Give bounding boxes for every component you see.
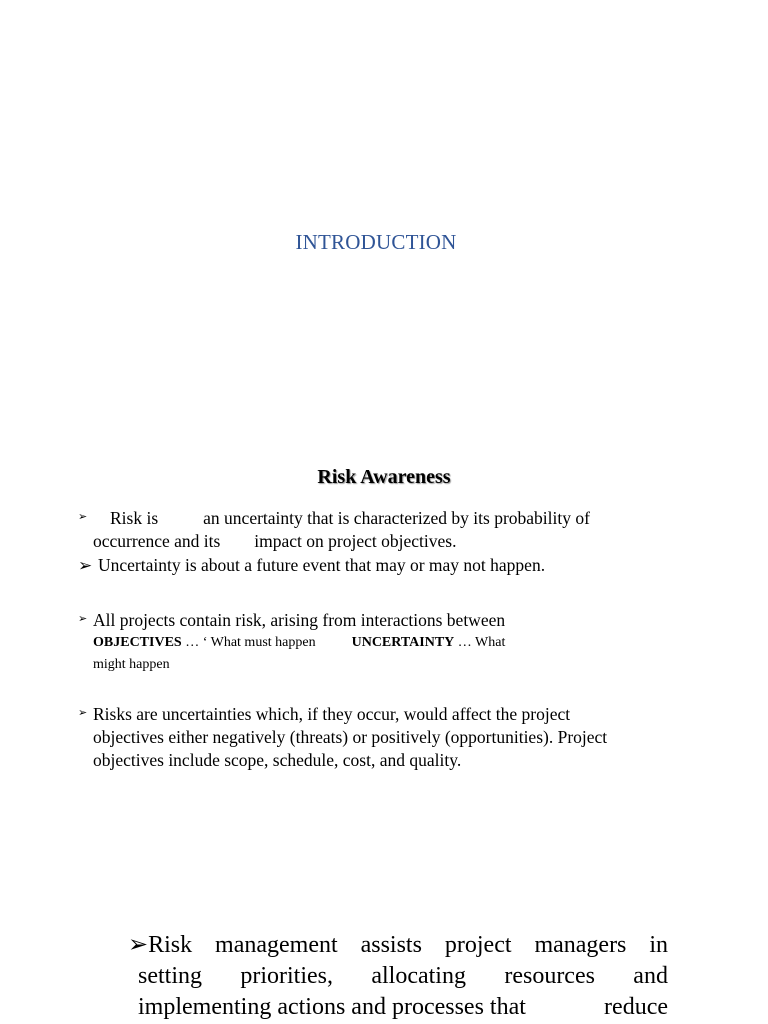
paragraph-word: project	[444, 932, 512, 958]
bullet-text: impact on project objectives.	[254, 531, 457, 551]
paragraph-word: management	[215, 932, 338, 958]
bullet-text: objectives include scope, schedule, cost, and quality.	[93, 750, 462, 770]
paragraph-word: managers	[534, 932, 627, 958]
section-title: Risk Awareness	[317, 466, 451, 488]
paragraph-word: setting	[138, 963, 202, 989]
paragraph-word: reduce	[604, 994, 668, 1020]
paragraph-word: allocating	[371, 963, 466, 989]
bullet-text-line	[93, 530, 456, 553]
paragraph-word-group	[128, 930, 192, 961]
bullet-uncertainty	[78, 554, 678, 577]
page-heading: INTRODUCTION	[295, 230, 457, 254]
bullet-arrow-icon: ➢	[78, 613, 88, 625]
bullet-text: All projects contain risk, arising from interactions between	[93, 610, 506, 630]
objectives-label: OBJECTIVES	[93, 635, 182, 650]
bullet-arrow-icon: ➢	[78, 511, 88, 523]
bullet-risks-uncertainties	[78, 703, 678, 772]
paragraph-word: resources	[504, 963, 595, 989]
uncertainty-label: UNCERTAINTY	[351, 635, 455, 650]
bullet-risk-definition	[78, 507, 678, 553]
paragraph-line	[128, 961, 668, 992]
bullet-projects-risk	[78, 609, 678, 679]
paragraph-line	[128, 930, 668, 961]
paragraph-word: and	[633, 963, 668, 989]
bullet-text: Risk is	[110, 508, 159, 528]
bullet-text: Risks are uncertainties which, if they occur, would affect the project	[93, 704, 571, 724]
paragraph-word: in	[649, 932, 668, 958]
bullet-text: an uncertainty that is characterized by its probability of	[203, 508, 590, 528]
objectives-uncertainty-line	[93, 632, 505, 654]
bullet-arrow-icon: ➢	[78, 556, 93, 575]
bullet-text: might happen	[93, 657, 170, 672]
objectives-text: … ‘ What must happen	[181, 635, 316, 650]
paragraph-word: assists	[360, 932, 422, 958]
paragraph-word: Risk	[148, 932, 193, 958]
paragraph-word: implementing actions and processes that	[138, 994, 526, 1020]
paragraph-word: priorities,	[240, 963, 333, 989]
bullet-text: occurrence and its	[93, 531, 221, 551]
bullet-arrow-icon: ➢	[128, 932, 149, 958]
risk-management-paragraph	[128, 930, 668, 1023]
bullet-text-line	[93, 507, 590, 530]
bullet-text: Uncertainty is about a future event that may or may not happen.	[98, 555, 546, 575]
paragraph-line	[128, 992, 668, 1023]
bullet-arrow-icon: ➢	[78, 707, 88, 719]
uncertainty-text: … What	[454, 635, 506, 650]
bullet-text: objectives either negatively (threats) or positively (opportunities). Project	[93, 727, 608, 747]
